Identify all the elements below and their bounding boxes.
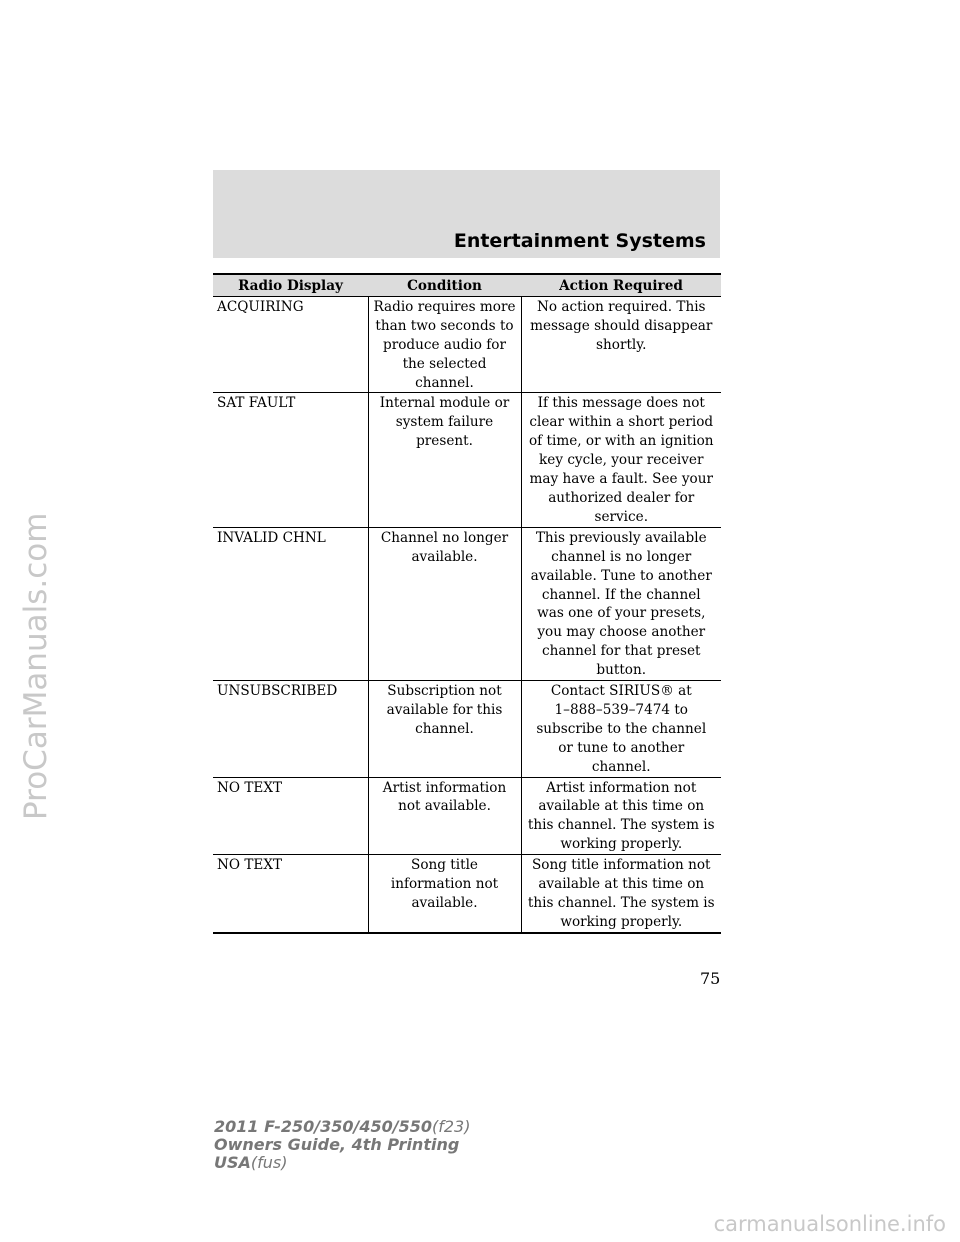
cell-action-required bbox=[521, 681, 721, 778]
cell-condition bbox=[368, 681, 521, 778]
cell-radio-display: NO TEXT bbox=[213, 855, 368, 933]
cell-condition bbox=[368, 777, 521, 855]
cell-action-required-line: you may choose another bbox=[537, 624, 706, 641]
cell-condition-line: information not bbox=[390, 876, 499, 893]
cell-action-required-line: No action required. This bbox=[536, 298, 706, 315]
cell-action-required-line: this channel. The system is bbox=[527, 895, 715, 911]
cell-action-required-line: of time, or with an ignition bbox=[528, 433, 714, 450]
cell-condition-line: channel. bbox=[415, 720, 474, 737]
cell-action-required-line: authorized dealer for bbox=[548, 489, 695, 506]
table-row bbox=[213, 527, 721, 680]
cell-condition-line: channel. bbox=[415, 374, 474, 391]
cell-condition-line: Artist information bbox=[382, 779, 507, 796]
cell-condition-line: Song title bbox=[411, 857, 478, 874]
cell-action-required-line: available at this time on bbox=[538, 798, 705, 815]
cell-condition-line: Channel no longer bbox=[380, 529, 509, 546]
table-row bbox=[213, 296, 721, 393]
site-footer-watermark: carmanualsonline.info bbox=[713, 1212, 946, 1236]
radio-display-table bbox=[213, 273, 721, 934]
table-row bbox=[213, 777, 721, 855]
cell-condition-line: present. bbox=[416, 433, 473, 450]
table-row bbox=[213, 393, 721, 527]
cell-condition bbox=[368, 296, 521, 393]
cell-radio-display: ACQUIRING bbox=[213, 296, 368, 393]
cell-condition-line: available for this bbox=[386, 701, 503, 718]
cell-action-required-line: Song title information not bbox=[531, 857, 711, 874]
cell-condition-line: available. bbox=[411, 895, 478, 911]
cell-action-required-line: This previously available bbox=[535, 529, 707, 546]
cell-action-required-line: service. bbox=[594, 508, 649, 525]
cell-action-required-line: working properly. bbox=[560, 836, 683, 853]
cell-condition bbox=[368, 527, 521, 680]
document-footer bbox=[214, 1118, 470, 1172]
section-title: Entertainment Systems bbox=[453, 230, 706, 252]
cell-action-required-line: was one of your presets, bbox=[537, 605, 706, 622]
footer-line-guide: Owners Guide, 4th Printing bbox=[214, 1135, 460, 1154]
cell-action-required bbox=[521, 777, 721, 855]
cell-action-required-line: channel. If the channel bbox=[541, 586, 701, 603]
cell-action-required-line: clear within a short period bbox=[529, 414, 714, 431]
cell-action-required-line: available. Tune to another bbox=[530, 567, 712, 584]
cell-radio-display: NO TEXT bbox=[213, 777, 368, 855]
cell-action-required-line: available at this time on bbox=[538, 876, 705, 893]
cell-action-required-line: Contact SIRIUS® at bbox=[550, 683, 692, 700]
cell-action-required-line: subscribe to the channel bbox=[536, 720, 707, 737]
cell-condition-line: available. bbox=[411, 548, 478, 565]
footer-line-model bbox=[214, 1118, 470, 1136]
section-header-band bbox=[213, 170, 720, 258]
column-header-action-required: Action Required bbox=[521, 274, 721, 296]
column-header-condition: Condition bbox=[368, 274, 521, 296]
cell-radio-display: UNSUBSCRIBED bbox=[213, 681, 368, 778]
footer-region-code: (fus) bbox=[250, 1153, 288, 1172]
cell-action-required-line: channel is no longer bbox=[551, 548, 692, 565]
cell-condition-line: Radio requires more bbox=[373, 298, 516, 315]
cell-action-required bbox=[521, 393, 721, 527]
cell-action-required-line: key cycle, your receiver bbox=[539, 452, 704, 469]
cell-action-required-line: Artist information not bbox=[546, 779, 697, 796]
footer-region: USA bbox=[214, 1153, 251, 1172]
cell-action-required-line: shortly. bbox=[596, 336, 647, 353]
cell-action-required-line: or tune to another bbox=[558, 739, 685, 756]
cell-condition-line: not available. bbox=[398, 798, 491, 815]
cell-action-required-line: channel. bbox=[591, 758, 651, 775]
cell-action-required bbox=[521, 296, 721, 393]
page-number: 75 bbox=[700, 969, 721, 988]
cell-condition-line: the selected bbox=[402, 355, 487, 372]
table-row bbox=[213, 855, 721, 933]
cell-action-required-line: this channel. The system is bbox=[527, 817, 715, 834]
table-header-row bbox=[213, 274, 721, 296]
footer-line-region bbox=[214, 1154, 470, 1172]
watermark-procarmanuals: ProCarManuals.com bbox=[18, 512, 54, 820]
cell-condition-line: produce audio for bbox=[383, 336, 506, 353]
footer-model-code: (f23) bbox=[432, 1117, 471, 1136]
cell-radio-display: SAT FAULT bbox=[213, 393, 368, 527]
cell-condition-line: Internal module or bbox=[379, 395, 510, 412]
cell-action-required-line: message should disappear bbox=[530, 317, 713, 334]
cell-action-required-line: channel for that preset bbox=[541, 643, 701, 660]
cell-action-required-line: button. bbox=[596, 662, 647, 679]
cell-condition-line: than two seconds to bbox=[375, 317, 514, 334]
cell-condition-line: system failure bbox=[395, 414, 494, 431]
cell-action-required-line: If this message does not bbox=[537, 395, 705, 412]
cell-condition bbox=[368, 855, 521, 933]
column-header-radio-display: Radio Display bbox=[213, 274, 368, 296]
cell-action-required-line: 1–888–539–7474 to bbox=[554, 701, 688, 718]
cell-condition-line: Subscription not bbox=[387, 683, 502, 700]
cell-action-required-line: working properly. bbox=[560, 913, 683, 930]
table-row bbox=[213, 681, 721, 778]
cell-condition bbox=[368, 393, 521, 527]
cell-action-required bbox=[521, 855, 721, 933]
cell-action-required bbox=[521, 527, 721, 680]
cell-radio-display: INVALID CHNL bbox=[213, 527, 368, 680]
footer-model: 2011 F-250/350/450/550 bbox=[214, 1117, 432, 1136]
cell-action-required-line: may have a fault. See your bbox=[529, 471, 713, 488]
